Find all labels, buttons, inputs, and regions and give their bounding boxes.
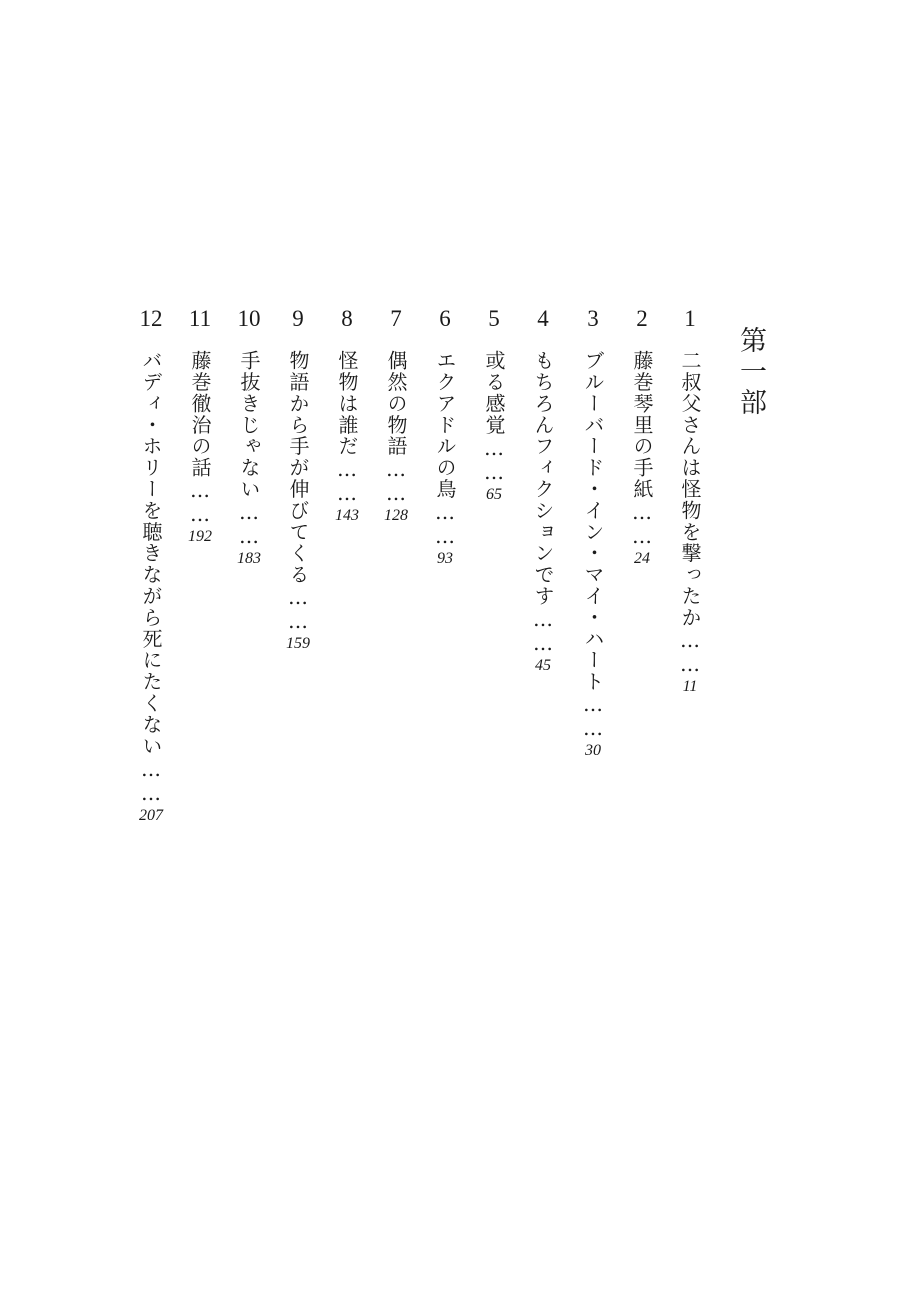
leader-dots: …… — [139, 756, 163, 805]
chapter-title: もちろんフィクションです — [531, 350, 555, 607]
toc-entry-3[interactable] — [571, 306, 615, 760]
chapter-title: ブルーバード・イン・マイ・ハート — [581, 350, 605, 693]
leader-dots: …… — [384, 457, 408, 505]
page-number: 143 — [335, 507, 359, 524]
toc-entry-8[interactable] — [325, 306, 369, 525]
leader-dots: …… — [433, 499, 457, 548]
toc-entry-9[interactable] — [276, 306, 320, 653]
leader-dots: …… — [335, 457, 359, 505]
toc-entry-12[interactable] — [129, 306, 173, 825]
toc-entry-10[interactable] — [227, 306, 271, 568]
toc-entry-2[interactable] — [620, 306, 664, 568]
page-number: 65 — [486, 485, 502, 503]
chapter-number: 4 — [537, 306, 549, 331]
chapter-title: 手抜きじゃない — [237, 350, 261, 500]
leader-dots: …… — [630, 499, 654, 548]
chapter-title: 藤巻琴里の手紙 — [630, 350, 654, 500]
toc-entry-6[interactable] — [423, 306, 467, 568]
leader-dots: …… — [678, 628, 702, 677]
chapter-number: 12 — [139, 306, 163, 331]
page-number: 45 — [535, 656, 551, 674]
page-number: 207 — [139, 806, 163, 824]
page-number: 30 — [585, 742, 601, 760]
page-number: 93 — [437, 549, 453, 567]
chapter-number: 3 — [587, 306, 599, 331]
toc-entry-1[interactable] — [668, 306, 712, 696]
leader-dots: …… — [286, 585, 310, 634]
chapter-title: 怪物は誰だ — [335, 350, 359, 457]
page-number: 11 — [682, 678, 698, 696]
page-number: 159 — [286, 635, 310, 653]
toc-entry-11[interactable] — [178, 306, 222, 546]
chapter-title: 藤巻徹治の話 — [188, 350, 212, 479]
chapter-title: 物語から手が伸びてくる — [286, 350, 310, 586]
leader-dots: …… — [531, 606, 555, 655]
chapter-number: 9 — [292, 306, 304, 331]
leader-dots: …… — [581, 692, 605, 741]
leader-dots: …… — [188, 478, 212, 527]
chapter-title: 或る感覚 — [482, 350, 506, 436]
chapter-title: バディ・ホリーを聴きながら死にたくない — [139, 350, 163, 757]
page-number: 128 — [384, 507, 408, 524]
leader-dots: …… — [482, 435, 506, 484]
part-title: 第一部 — [735, 326, 766, 419]
page-number: 183 — [237, 549, 261, 567]
toc-entry-5[interactable] — [472, 306, 516, 504]
leader-dots: …… — [237, 499, 261, 548]
page-number: 24 — [634, 549, 650, 567]
chapter-number: 2 — [636, 306, 648, 331]
chapter-number: 6 — [439, 306, 451, 331]
chapter-number: 8 — [341, 306, 353, 331]
chapter-number: 11 — [188, 306, 212, 331]
chapter-title: エクアドルの鳥 — [433, 350, 457, 500]
chapter-title: 偶然の物語 — [384, 350, 408, 457]
page-number: 192 — [188, 528, 212, 546]
chapter-number: 5 — [488, 306, 500, 331]
toc-entry-7[interactable] — [374, 306, 418, 525]
chapter-number: 1 — [684, 306, 696, 331]
chapter-number: 10 — [237, 306, 261, 331]
chapter-title: 二叔父さんは怪物を撃ったか — [678, 350, 702, 629]
toc-entry-4[interactable] — [521, 306, 565, 675]
chapter-number: 7 — [390, 306, 402, 331]
